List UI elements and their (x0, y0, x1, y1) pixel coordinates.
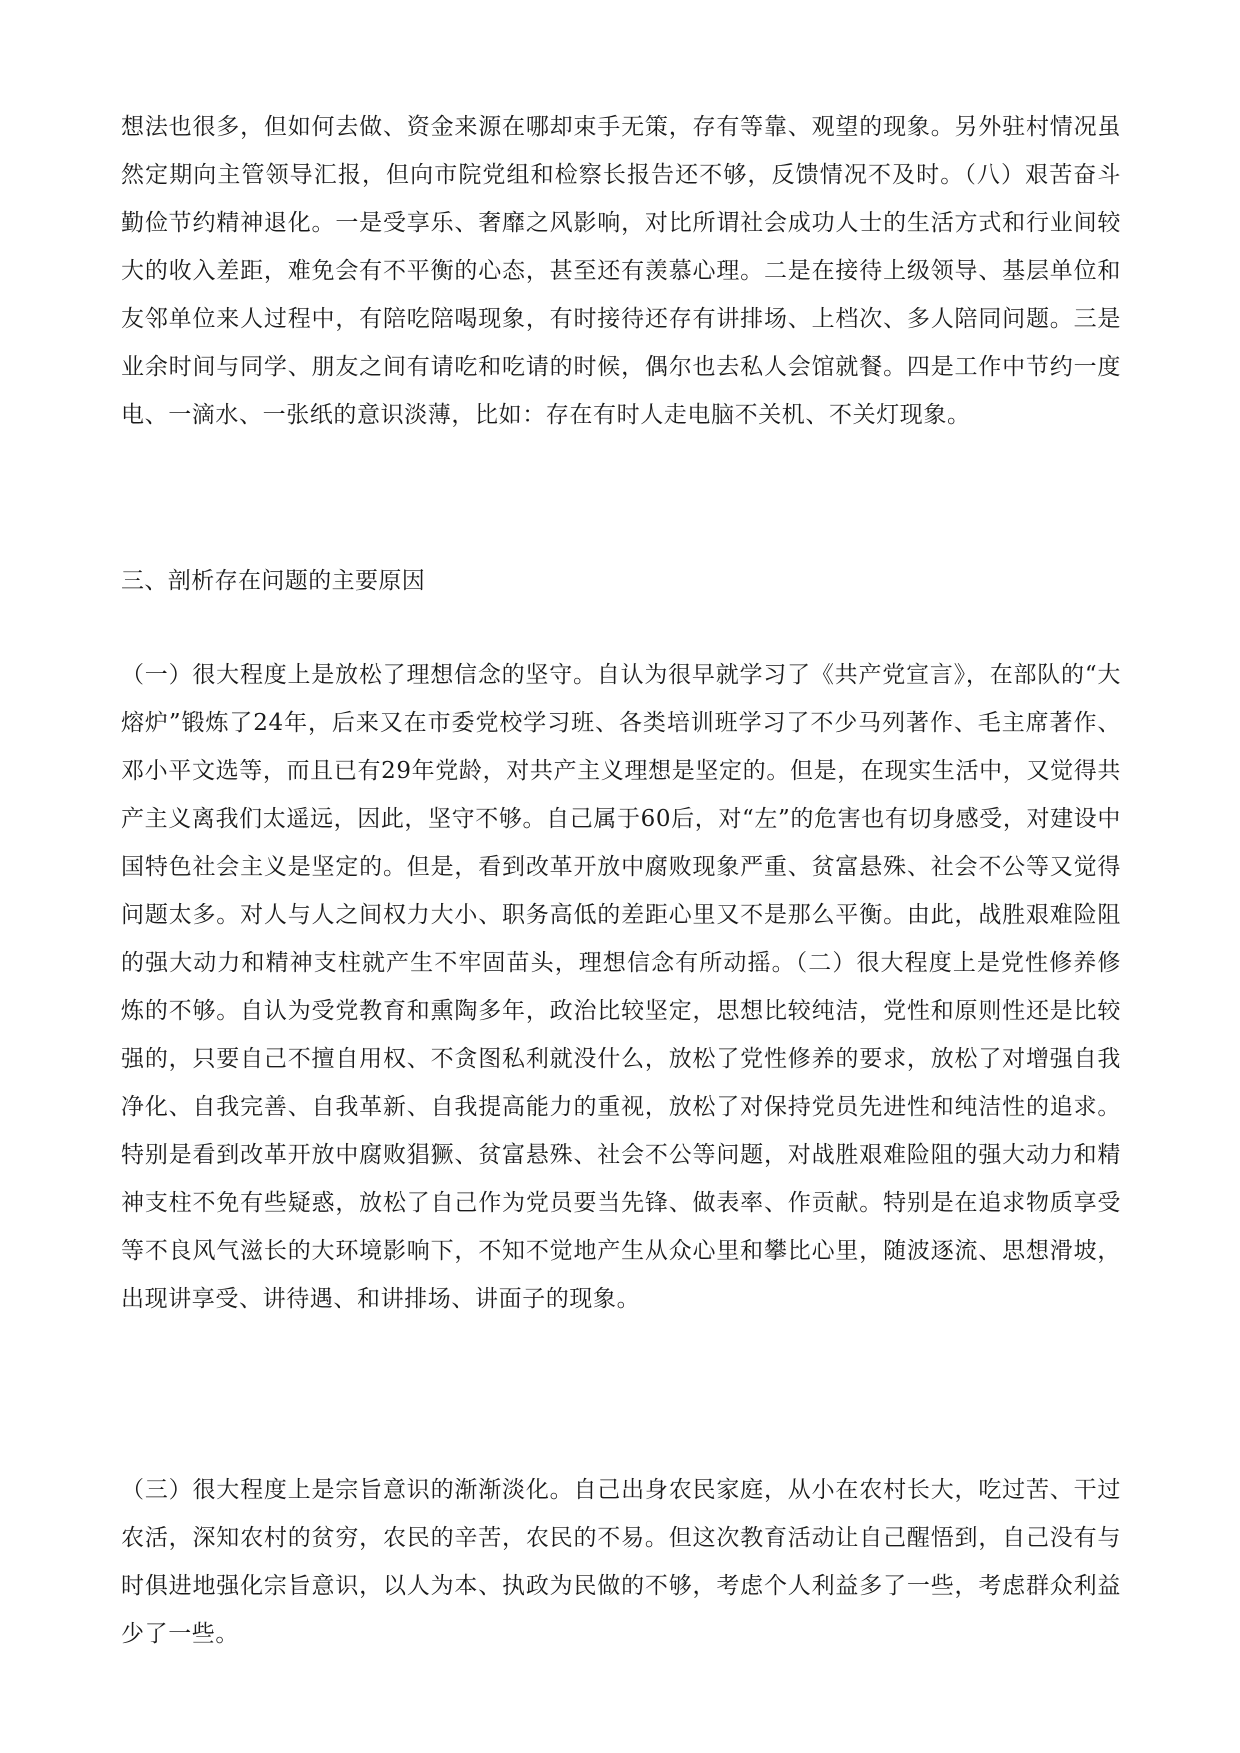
body-paragraph-3: （三）很大程度上是宗旨意识的渐渐淡化。自己出身农民家庭，从小在农村长大，吃过苦、干过农活，深知农村的贫穷，农民的辛苦，农民的不易。但这次教育活动让自己醒悟到，自己没有与时俱进地强化宗旨意识，以人为本、执政为民做的不够，考虑个人利益多了一些，考虑群众利益少了一些。 (121, 1477, 1121, 1647)
body-paragraph-2: （一）很大程度上是放松了理想信念的坚守。自认为很早就学习了《共产党宣言》，在部队的“大熔炉”锻炼了24年，后来又在市委党校学习班、各类培训班学习了不少马列著作、毛主席著作、邓小平文选等，而且已有29年党龄，对共产主义理想是坚定的。但是，在现实生活中，又觉得共产主义离我们太遥远，因此，坚守不够。自己属于60后，对“左”的危害也有切身感受，对建设中国特色社会主义是坚定的。但是，看到改革开放中腐败现象严重、贫富悬殊、社会不公等又觉得问题太多。对人与人之间权力大小、职务高低的差距心里又不是那么平衡。由此，战胜艰难险阻的强大动力和精神支柱就产生不牢固苗头，理想信念有所动摇。（二）很大程度上是党性修养修炼的不够。自认为受党教育和熏陶多年，政治比较坚定，思想比较纯洁，党性和原则性还是比较强的，只要自己不擅自用权、不贪图私利就没什么，放松了党性修养的要求，放松了对增强自我净化、自我完善、自我革新、自我提高能力的重视，放松了对保持党员先进性和纯洁性的追求。特别是看到改革开放中腐败猖獗、贫富悬殊、社会不公等问题，对战胜艰难险阻的强大动力和精神支柱不免有些疑惑，放松了自己作为党员要当先锋、做表率、作贡献。特别是在追求物质享受等不良风气滋长的大环境影响下，不知不觉地产生从众心里和攀比心里，随波逐流、思想滑坡，出现讲享受、讲待遇、和讲排场、讲面子的现象。 (121, 662, 1121, 1312)
body-paragraph-1: 想法也很多，但如何去做、资金来源在哪却束手无策，存有等靠、观望的现象。另外驻村情况虽然定期向主管领导汇报，但向市院党组和检察长报告还不够，反馈情况不及时。（八）艰苦奋斗勤俭节约精神退化。一是受享乐、奢靡之风影响，对比所谓社会成功人士的生活方式和行业间较大的收入差距，难免会有不平衡的心态，甚至还有羡慕心理。二是在接待上级领导、基层单位和友邻单位来人过程中，有陪吃陪喝现象，有时接待还存有讲排场、上档次、多人陪同问题。三是业余时间与同学、朋友之间有请吃和吃请的时候，偶尔也去私人会馆就餐。四是工作中节约一度电、一滴水、一张纸的意识淡薄，比如：存在有时人走电脑不关机、不关灯现象。 (121, 114, 1121, 428)
section-heading: 三、剖析存在问题的主要原因 (121, 568, 426, 594)
